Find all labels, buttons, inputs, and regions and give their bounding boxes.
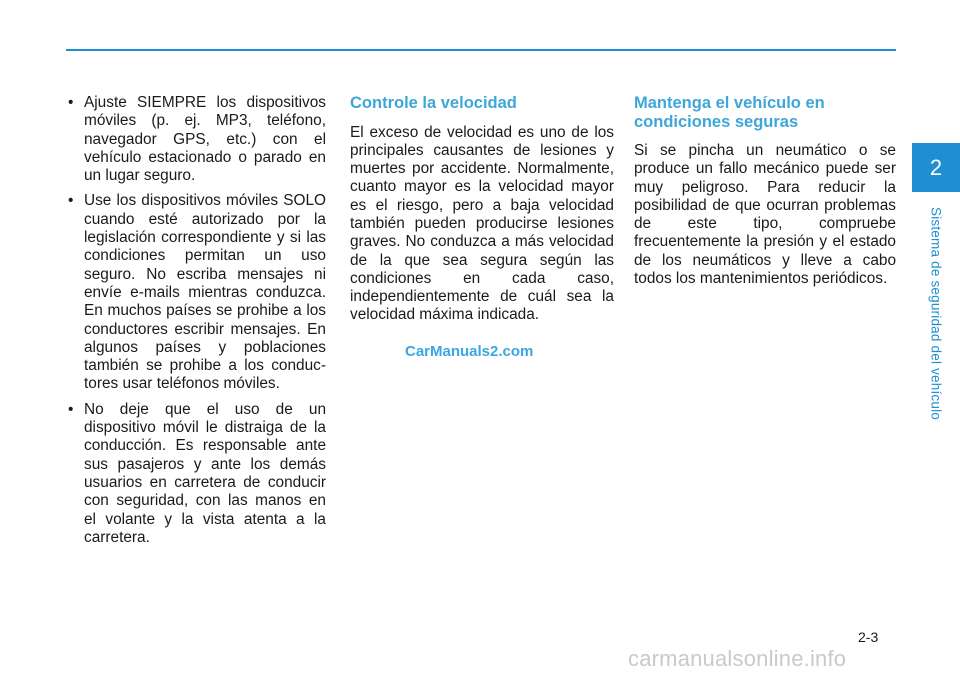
- section-body-vehicle-condition: Si se pincha un neumático o se produce un fallo mecánico puede ser muy peligroso. Para reducir la posibilidad de que ocurran problemas de este tipo, compruebe frecuentemente la presión y el estado de los neumáticos y lleve a cabo todos los mantenimientos periódicos.: [634, 142, 896, 288]
- chapter-number: 2: [929, 154, 943, 180]
- chapter-tab: [912, 143, 960, 192]
- page-number: 2-3: [858, 629, 879, 645]
- bullet-item: [66, 401, 326, 547]
- column-3: [634, 94, 896, 288]
- footer-watermark: carmanualsonline.info: [628, 646, 847, 671]
- bullet-icon: •: [68, 192, 74, 210]
- bullet-text: No deje que el uso de un dispositivo móvil le distraiga de la conducción. Es responsable ante sus pasajeros y ante los demás usuarios en carretera de conducir con seguridad, con las manos en el volante y la vista atenta a la carretera.: [84, 400, 326, 546]
- bullet-item: [66, 94, 326, 185]
- section-heading-speed: Controle la velocidad: [350, 94, 517, 112]
- section-body-speed: El exceso de velocidad es uno de los principales causantes de lesiones y muertes por accidente. Normalmente, cuanto mayor es la velocidad mayor es el riesgo, pero a baja velocidad también pueden producirse lesiones graves. No conduzca a más velocidad de la que sea segura según las condiciones en cada caso, independientemente de cuál sea la velocidad máxima indicada.: [350, 123, 614, 324]
- chapter-title: Sistema de seguridad del vehículo: [928, 206, 944, 420]
- column-2: [350, 94, 614, 325]
- top-rule: [66, 49, 896, 51]
- bullet-list: [66, 94, 326, 547]
- chapter-title-vertical: [921, 198, 951, 428]
- watermark-link[interactable]: CarManuals2.com: [405, 343, 534, 360]
- column-1: [66, 94, 326, 554]
- bullet-icon: •: [68, 94, 74, 111]
- section-heading-vehicle-condition: Mantenga el vehículo en condiciones seguras: [634, 94, 825, 131]
- bullet-item: [66, 192, 326, 393]
- bullet-text: Use los dispositivos móviles SOLO cuando esté autorizado por la legislación correspondiente y si las condiciones permitan un uso seguro. No escriba mensajes ni envíe e-mails mientras conduzca. En muchos países se prohibe a los conductores escribir mensajes. En algunos países y poblaciones también se prohibe a los conduc-tores usar teléfonos móviles.: [84, 192, 326, 393]
- bullet-icon: •: [68, 400, 74, 418]
- bullet-text: Ajuste SIEMPRE los dispositivos móviles (p. ej. MP3, teléfono, navegador GPS, etc.) con el vehículo estacionado o parado en un lugar seguro.: [84, 94, 326, 185]
